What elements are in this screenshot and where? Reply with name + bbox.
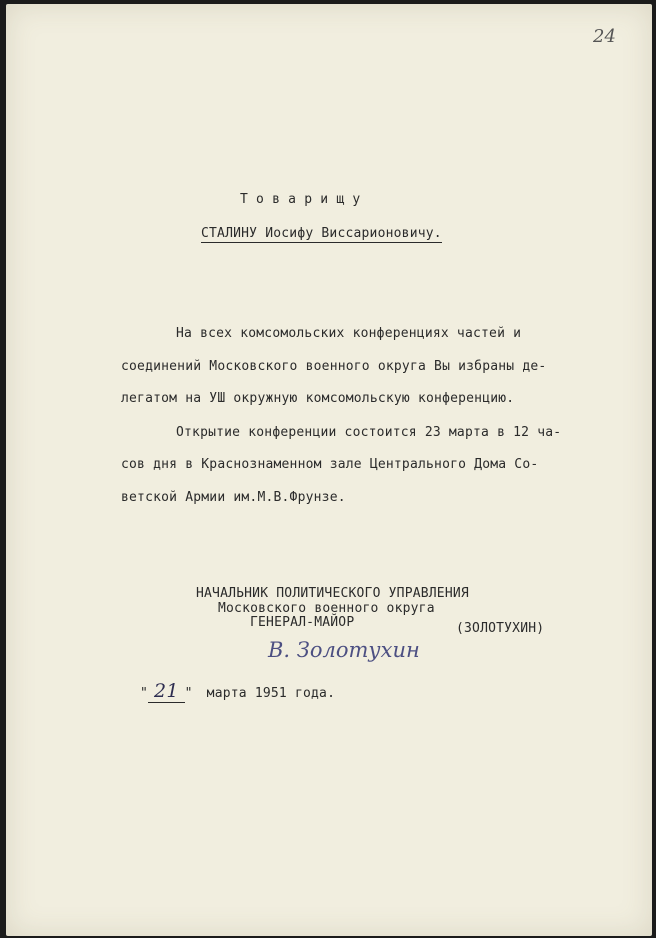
addressee-name bbox=[201, 226, 442, 241]
signature-title-1: НАЧАЛЬНИК ПОЛИТИЧЕСКОГО УПРАВЛЕНИЯ bbox=[196, 586, 469, 601]
signer-name: (ЗОЛОТУХИН) bbox=[456, 621, 545, 636]
date-close-quote: " bbox=[184, 686, 193, 701]
date-line bbox=[140, 680, 335, 702]
body-line-2: соединений Московского военного округа Вы избраны де- bbox=[121, 359, 547, 374]
handwritten-signature: В. Золотухин bbox=[268, 638, 420, 662]
signature-title-2: Московского военного округа bbox=[218, 601, 435, 616]
date-day: 21 bbox=[148, 680, 185, 703]
salutation: Т о в а р и щ у bbox=[240, 192, 361, 207]
date-rest: марта 1951 года. bbox=[206, 686, 336, 701]
body-line-6: ветской Армии им.М.В.Фрунзе. bbox=[121, 490, 346, 505]
date-open-quote: " bbox=[140, 686, 149, 701]
page-number: 24 bbox=[593, 26, 616, 47]
body-line-5: сов дня в Краснознаменном зале Центрального Дома Со- bbox=[121, 457, 539, 472]
addressee-name-text: СТАЛИНУ Иосифу Виссарионовичу. bbox=[201, 226, 442, 241]
body-line-1: На всех комсомольских конференциях частей и bbox=[176, 326, 522, 341]
signature-title-3: ГЕНЕРАЛ-МАЙОР bbox=[250, 615, 355, 630]
document-page bbox=[6, 4, 652, 936]
body-line-3: легатом на УШ окружную комсомольскую конференцию. bbox=[121, 391, 515, 406]
body-line-4: Открытие конференции состоится 23 марта в 12 ча- bbox=[176, 425, 562, 440]
